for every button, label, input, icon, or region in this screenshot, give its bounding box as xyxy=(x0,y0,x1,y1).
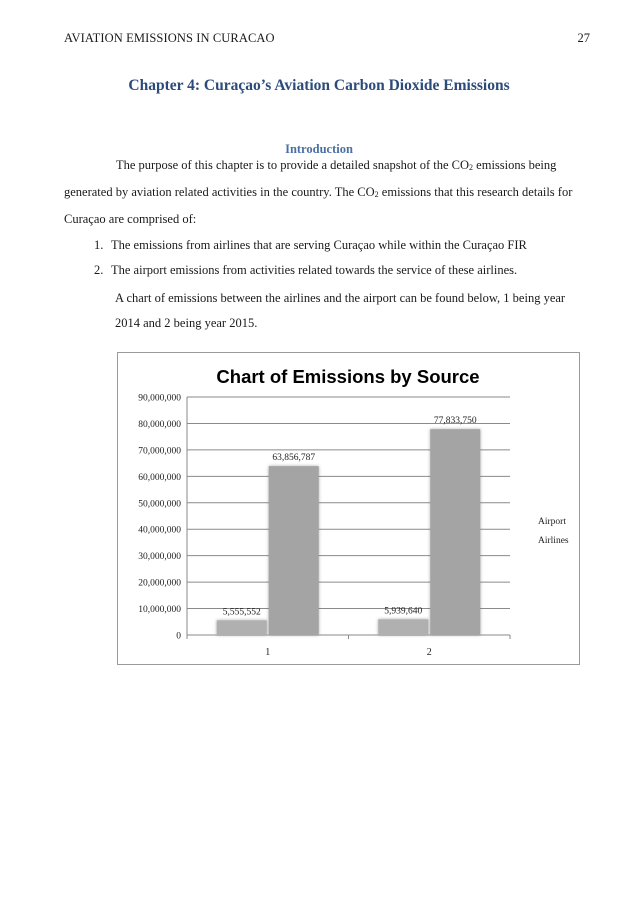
bar-airport xyxy=(378,619,428,635)
x-tick-label: 2 xyxy=(426,647,432,658)
data-label: 5,939,640 xyxy=(384,606,423,617)
legend-entry: Airport xyxy=(538,517,566,527)
list-item xyxy=(64,233,604,258)
list-item-text: The emissions from airlines that are serving Curaçao while within the Curaçao FIR xyxy=(111,238,527,252)
running-title: AVIATION EMISSIONS IN CURACAO xyxy=(64,31,275,45)
y-tick-label: 90,000,000 xyxy=(138,393,181,404)
y-tick-label: 30,000,000 xyxy=(138,552,181,563)
y-tick-label: 0 xyxy=(176,631,181,642)
y-tick-label: 60,000,000 xyxy=(138,472,181,483)
list-item xyxy=(64,258,604,283)
section-heading: Introduction xyxy=(285,142,353,156)
running-header xyxy=(64,31,590,47)
subscript-2: 2 xyxy=(374,190,379,199)
numbered-list xyxy=(64,233,604,283)
chapter-title: Chapter 4: Curaçao’s Aviation Carbon Dioxide Emissions xyxy=(128,77,510,94)
data-label: 63,856,787 xyxy=(272,453,316,464)
y-tick-label: 80,000,000 xyxy=(138,419,181,430)
chart-title: Chart of Emissions by Source xyxy=(216,366,480,387)
list-item-text: The airport emissions from activities related towards the service of these airlines. xyxy=(111,263,518,277)
legend-entry: Airlines xyxy=(538,536,569,546)
y-tick-label: 10,000,000 xyxy=(138,605,181,616)
y-tick-label: 20,000,000 xyxy=(138,578,181,589)
data-label: 5,555,552 xyxy=(222,607,261,618)
subscript-2: 2 xyxy=(469,163,474,172)
x-tick-label: 1 xyxy=(265,647,271,658)
paragraph-text-2: emissions being generated by aviation related activities in the country. The CO xyxy=(64,158,557,199)
bar-airlines xyxy=(269,466,319,635)
y-tick-label: 40,000,000 xyxy=(138,525,181,536)
list-item-number: 2. xyxy=(94,263,104,277)
paragraph-text-1: The purpose of this chapter is to provide a detailed snapshot of the CO xyxy=(116,158,470,172)
bar-airlines xyxy=(430,429,480,635)
bar-airport xyxy=(217,620,267,635)
chart-intro-paragraph: A chart of emissions between the airlines and the airport can be found below, 1 being year 2014 and 2 being year 2015. xyxy=(115,291,566,330)
y-tick-label: 70,000,000 xyxy=(138,446,181,457)
emissions-chart xyxy=(117,352,580,665)
data-label: 77,833,750 xyxy=(433,416,477,427)
y-tick-label: 50,000,000 xyxy=(138,499,181,510)
list-item-number: 1. xyxy=(94,238,104,252)
chart-canvas xyxy=(118,353,579,664)
intro-paragraph xyxy=(64,153,574,232)
paragraph-text-3: emissions that this research details for Curaçao are comprised of: xyxy=(64,185,573,226)
page-number: 27 xyxy=(577,31,590,45)
